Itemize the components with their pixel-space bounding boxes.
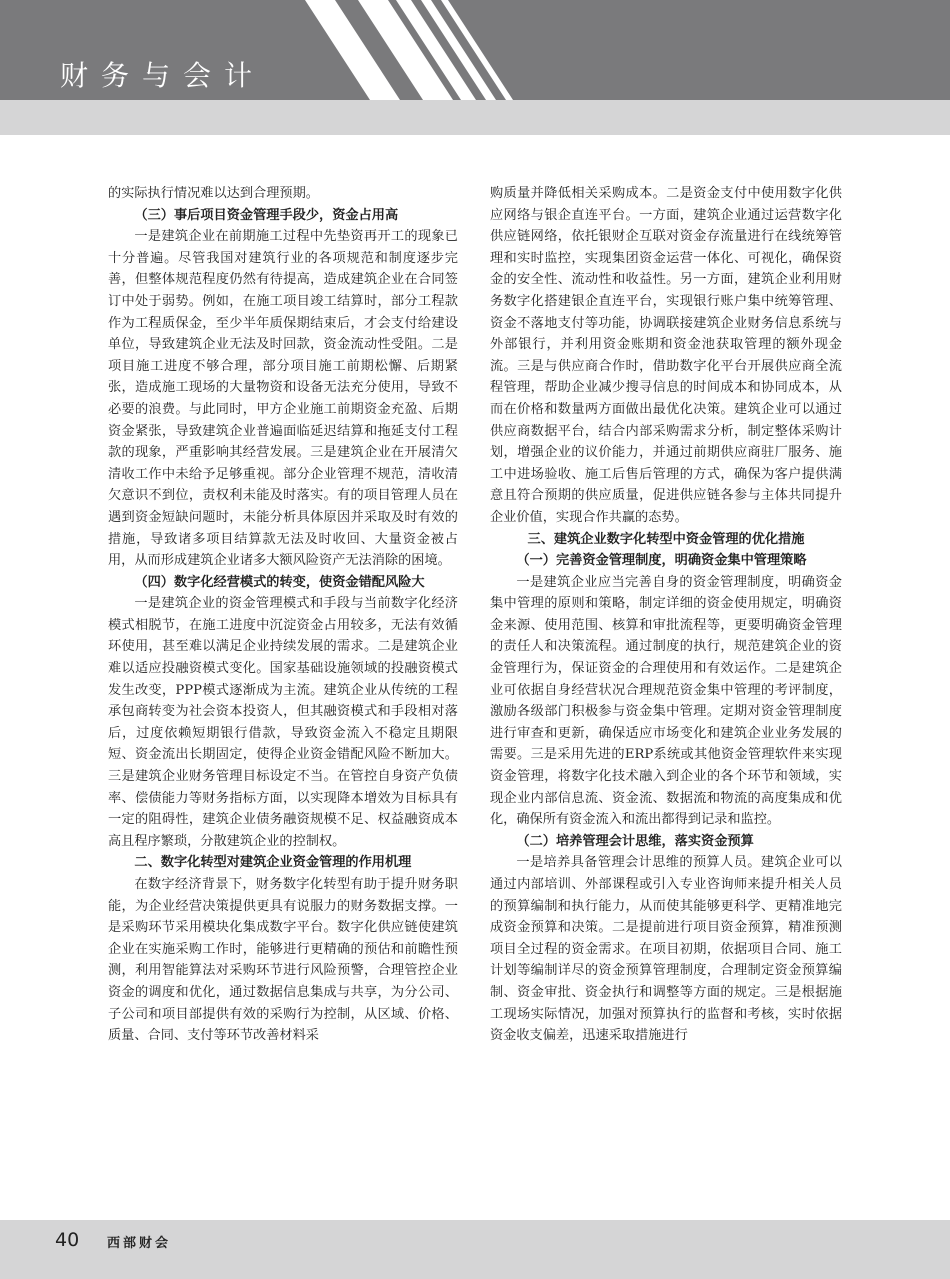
section-heading: （四）数字化经营模式的转变，使资金错配风险大 [134,574,425,590]
body-paragraph: 一是培养具备管理会计思维的预算人员。建筑企业可以通过内部培训、外部课程或引入专业咨询师来提升相关人员的预算编制和执行能力，从而使其能够更科学、更精准地完成资金预算和决策。二是提前进行项目资金预算，精准预测项目全过程的资金需求。在项目初期，依据项目合同、施工计划等编制详尽的资金预算管理制度，合理制定资金预算编制、资金审批、资金执行和调整等方面的规定。三是根据施工现场实际情况，加强对预算执行的监督和考核，实时依据资金收支偏差，迅速采取措施进行 [490,855,842,1044]
body-paragraph: 一是建筑企业的资金管理模式和手段与当前数字化经济模式相脱节，在施工进度中沉淀资金占用较多，无法有效循环使用，甚至难以满足企业持续发展的需求。二是建筑企业难以适应投融资模式变化。国家基础设施领域的投融资模式发生改变，PPP模式逐渐成为主流。建筑企业从传统的工程承包商转变为社会资本投资人，但其融资模式和手段相对落后，过度依赖短期银行借款，导致资金流入不稳定且期限短、资金流出长期固定，使得企业资金错配风险不断加大。三是建筑企业财务管理目标设定不当。在管控自身资产负债率、偿债能力等财务指标方面，以实现降本增效为目标具有一定的阻碍性，建筑企业债务融资规模不足、权益融资成本高且程序繁琐，分散建筑企业的控制权。 [108,596,458,849]
section-heading: 三、建筑企业数字化转型中资金管理的优化措施 [527,531,805,547]
body-paragraph: 一是建筑企业在前期施工过程中先垫资再开工的现象已十分普遍。尽管我国对建筑行业的各项规范和制度逐步完善，但整体规范程度仍然有待提高，造成建筑企业在合同签订中处于弱势。例如，在施工项目竣工结算时，部分工程款作为工程质保金，至少半年质保期结束后，才会支付给建设单位，导致建筑企业无法及时回款，资金流动性受阻。二是项目施工进度不够合理，部分项目施工前期松懈、后期紧张，造成施工现场的大量物资和设备无法充分使用，导致不必要的浪费。与此同时，甲方企业施工前期资金充盈、后期资金紧张，导致建筑企业普遍面临延迟结算和拖延支付工程款的现象，严重影响其经营发展。三是建筑企业在开展清欠清收工作中未给予足够重视。部分企业管理不规范，清收清欠意识不到位，责权利未能及时落实。有的项目管理人员在遇到资金短缺问题时，未能分析具体原因并采取及时有效的措施，导致诸多项目结算款无法及时收回、大量资金被占用，从而形成建筑企业诸多大额风险资产无法消除的困境。 [108,229,458,569]
section-heading: （二）培养管理会计思维，落实资金预算 [516,833,754,849]
right-column [490,183,842,1047]
section-heading: 二、数字化转型对建筑企业资金管理的作用机理 [134,855,412,871]
section-title: 财务与会计 [60,59,266,92]
section-heading: （三）事后项目资金管理手段少，资金占用高 [134,207,399,223]
page-header [0,0,950,135]
body-paragraph: 的实际执行情况难以达到合理预期。 [108,186,319,201]
left-column [108,183,458,1047]
body-paragraph: 购质量并降低相关采购成本。二是资金支付中使用数字化供应网络与银企直连平台。一方面，建筑企业通过运营数字化供应链网络，依托银财企互联对资金存流量进行在线统筹管理和实时监控，实现集团资金运营一体化、可视化，确保资金的安全性、流动性和收益性。另一方面，建筑企业利用财务数字化搭建银企直连平台，实现银行账户集中统筹管理、资金不落地支付等功能，协调联接建筑企业财务信息系统与外部银行，并利用资金账期和资金池获取管理的额外现金流。三是与供应商合作时，借助数字化平台开展供应商全流程管理，帮助企业减少搜寻信息的时间成本和协同成本，从而在价格和数量两方面做出最优化决策。建筑企业可以通过供应商数据平台，结合内部采购需求分析，制定整体采购计划，增强企业的议价能力，并通过前期供应商驻厂服务、施工中进场验收、施工后售后管理的方式，确保为客户提供满意且符合预期的供应质量，促进供应链各参与主体共同提升企业价值，实现合作共赢的态势。 [490,186,842,525]
body-paragraph: 在数字经济背景下，财务数字化转型有助于提升财务职能，为企业经营决策提供更具有说服力的财务数据支撑。一是采购环节采用模块化集成数字平台。数字化供应链使建筑企业在实施采购工作时，能够进行更精确的预估和前瞻性预测，利用智能算法对采购环节进行风险预警，合理管控企业资金的调度和优化，通过数据信息集成与共享，为分公司、子公司和项目部提供有效的采购行为控制，从区域、价格、质量、合同、支付等环节改善材料采 [108,877,458,1044]
journal-name: 西部财会 [107,1236,172,1251]
header-light-band [0,100,950,135]
section-heading: （一）完善资金管理制度，明确资金集中管理策略 [516,553,807,569]
page-number: 40 [55,1229,80,1251]
body-paragraph: 一是建筑企业应当完善自身的资金管理制度，明确资金集中管理的原则和策略，制定详细的资金使用规定，明确资金来源、使用范围、核算和审批流程等，更要明确资金管理的责任人和决策流程。通过制度的执行，规范建筑企业的资金管理行为，保证资金的合理使用和有效运作。二是建筑企业可依据自身经营状况合理规范资金集中管理的考评制度，激励各级部门积极参与资金集中管理。定期对资金管理制度进行审查和更新，确保适应市场变化和建筑企业业务发展的需要。三是采用先进的ERP系统或其他资金管理软件来实现资金管理，将数字化技术融入到企业的各个环节和领域，实现企业内部信息流、资金流、数据流和物流的高度集成和优化，确保所有资金流入和流出都得到记录和监控。 [490,574,842,828]
